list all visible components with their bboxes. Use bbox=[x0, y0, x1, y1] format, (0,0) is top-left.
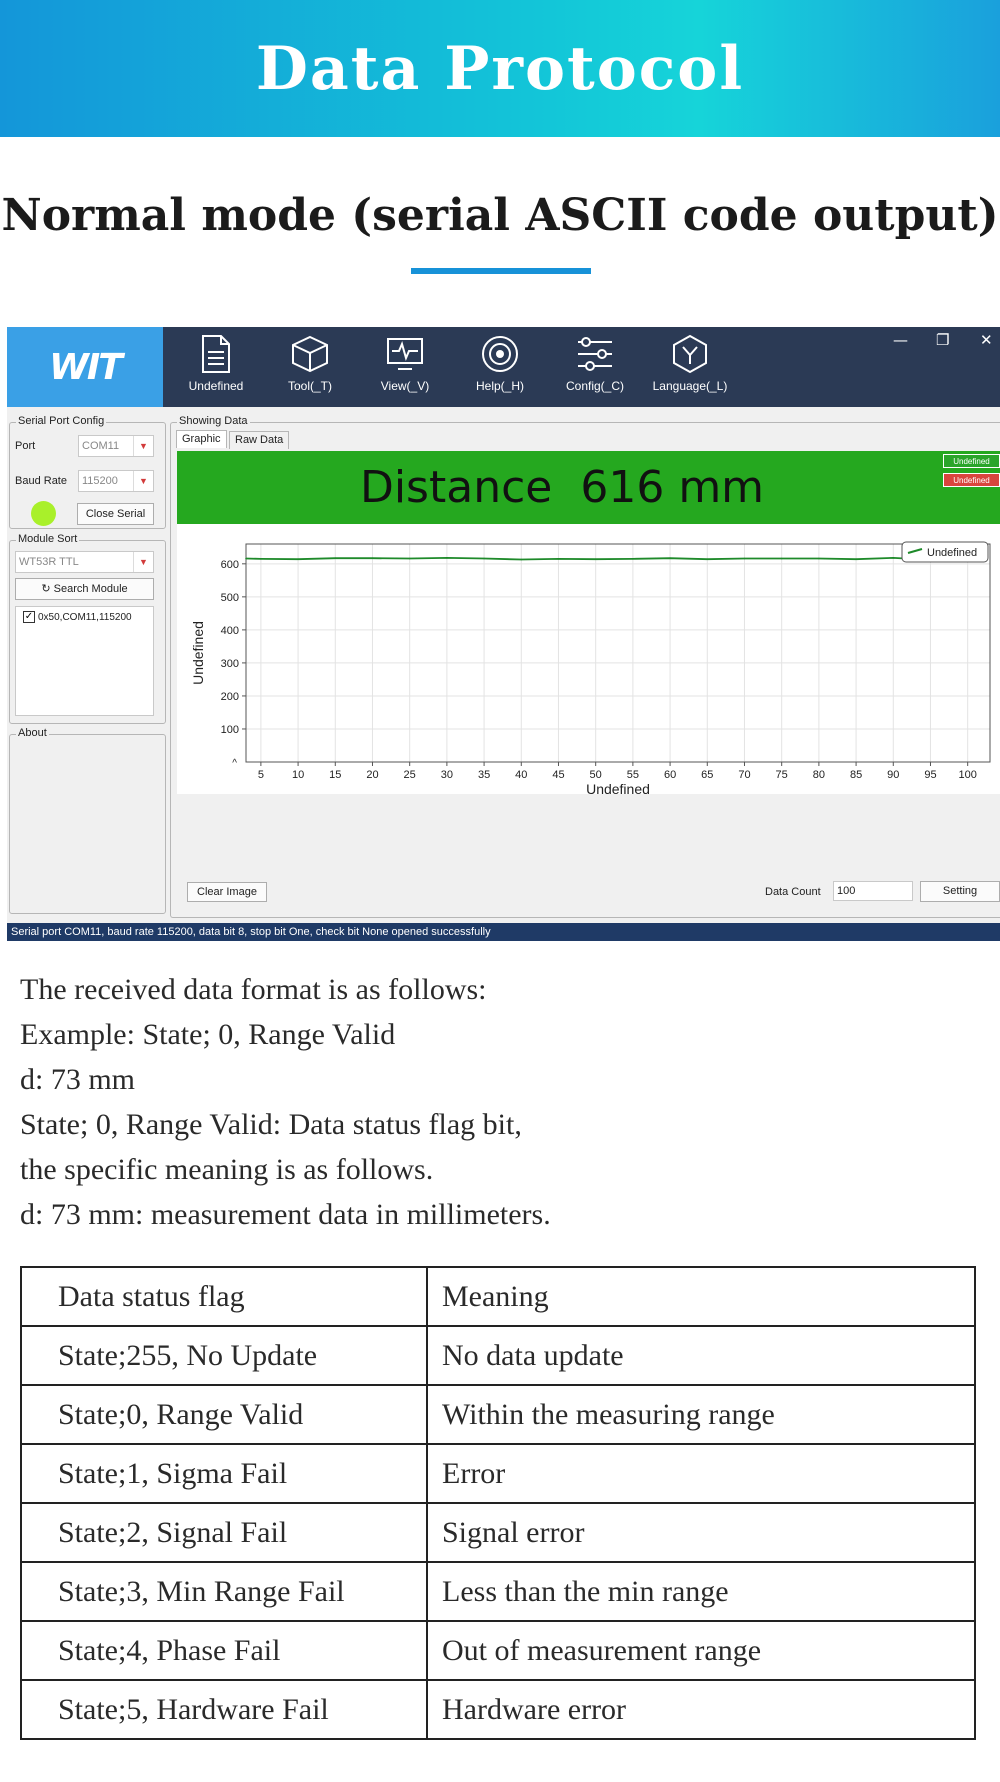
table-header-cell: Meaning bbox=[427, 1267, 975, 1326]
x-tick-label: 50 bbox=[589, 769, 602, 781]
table-row bbox=[21, 1680, 975, 1739]
toolbar-label: Tool(_T) bbox=[287, 379, 332, 393]
x-tick-label: 90 bbox=[887, 769, 900, 781]
description-line: d: 73 mm bbox=[20, 1063, 136, 1096]
table-cell-flag: State;5, Hardware Fail bbox=[21, 1680, 427, 1739]
x-tick-label: 5 bbox=[257, 769, 264, 781]
y-tick-label: 500 bbox=[220, 591, 239, 604]
tab-raw-data[interactable]: Raw Data bbox=[229, 431, 289, 449]
status-flag-table bbox=[20, 1266, 976, 1740]
app-window bbox=[7, 327, 1000, 941]
serial-port-config-title: Serial Port Config bbox=[18, 415, 105, 427]
data-point bbox=[781, 558, 783, 560]
refresh-icon: ↻ bbox=[41, 583, 51, 595]
data-point bbox=[483, 558, 485, 560]
toolbar-label: Undefined bbox=[188, 379, 244, 393]
close-window-button[interactable]: ✕ bbox=[980, 331, 993, 349]
sliders-icon bbox=[574, 333, 616, 375]
baud-rate-label: Baud Rate bbox=[15, 475, 67, 487]
data-point bbox=[245, 558, 247, 560]
description-line: Example: State; 0, Range Valid bbox=[20, 1018, 396, 1051]
data-count-label: Data Count bbox=[765, 886, 821, 898]
x-tick-label: 75 bbox=[775, 769, 788, 781]
table-row bbox=[21, 1503, 975, 1562]
table-header-row bbox=[21, 1267, 975, 1326]
toolbar-label: Language(_L) bbox=[652, 379, 728, 393]
x-tick-label: 15 bbox=[329, 769, 342, 781]
chevron-down-icon: ▼ bbox=[133, 436, 153, 456]
y-tick-label: 300 bbox=[220, 657, 239, 670]
connection-status-indicator bbox=[31, 501, 56, 526]
clear-image-button[interactable]: Clear Image bbox=[187, 882, 267, 902]
data-point bbox=[520, 559, 522, 561]
description-line: The received data format is as follows: bbox=[20, 973, 487, 1006]
chevron-down-icon: ▼ bbox=[133, 552, 153, 572]
data-point bbox=[260, 558, 262, 560]
baud-rate-select[interactable] bbox=[78, 470, 154, 492]
table-cell-meaning: Hardware error bbox=[427, 1680, 975, 1739]
y-axis-label: Undefined bbox=[190, 621, 206, 685]
x-tick-label: 55 bbox=[626, 769, 640, 781]
table-cell-meaning: Out of measurement range bbox=[427, 1621, 975, 1680]
page-title: Data Protocol bbox=[255, 33, 745, 104]
toolbar-button-language[interactable] bbox=[647, 333, 733, 403]
header-banner bbox=[0, 0, 1000, 137]
about-title: About bbox=[18, 727, 47, 739]
table-cell-meaning: Signal error bbox=[427, 1503, 975, 1562]
table-cell-meaning: Within the measuring range bbox=[427, 1385, 975, 1444]
table-cell-meaning: Less than the min range bbox=[427, 1562, 975, 1621]
x-tick-label: 100 bbox=[958, 769, 977, 781]
status-bar: Serial port COM11, baud rate 115200, data bit 8, stop bit One, check bit None opened successfully bbox=[7, 923, 1000, 941]
subtitle-underline bbox=[411, 268, 591, 274]
table-row bbox=[21, 1326, 975, 1385]
x-tick-label: 95 bbox=[924, 769, 937, 781]
table-row bbox=[21, 1621, 975, 1680]
section-subtitle: Normal mode (serial ASCII code output) bbox=[1, 190, 999, 241]
port-label: Port bbox=[15, 440, 36, 452]
y-tick-label: 200 bbox=[220, 690, 239, 703]
port-select[interactable] bbox=[78, 435, 154, 457]
table-row bbox=[21, 1562, 975, 1621]
setting-button[interactable]: Setting bbox=[920, 881, 1000, 902]
legend-label: Undefined bbox=[927, 547, 978, 559]
serial-port-config-group bbox=[9, 415, 166, 529]
tab-graphic[interactable]: Graphic bbox=[176, 430, 227, 448]
target-icon bbox=[479, 333, 521, 375]
device-item-label: 0x50,COM11,115200 bbox=[38, 611, 132, 623]
x-tick-label: 65 bbox=[701, 769, 714, 781]
toolbar-button-config[interactable] bbox=[552, 333, 638, 403]
device-list bbox=[15, 606, 154, 716]
logo bbox=[7, 327, 163, 407]
toolbar-label: View(_V) bbox=[380, 379, 430, 393]
x-tick-label: 10 bbox=[291, 769, 305, 781]
y-tick-label: 400 bbox=[220, 624, 239, 637]
toolbar-label: Help(_H) bbox=[475, 379, 524, 393]
device-list-item[interactable] bbox=[23, 611, 132, 623]
port-value: COM11 bbox=[82, 440, 120, 452]
table-header-cell: Data status flag bbox=[21, 1267, 427, 1326]
x-tick-label: 25 bbox=[403, 769, 416, 781]
toolbar bbox=[7, 327, 1000, 407]
about-group bbox=[9, 727, 166, 914]
data-point bbox=[632, 558, 634, 560]
table-cell-flag: State;0, Range Valid bbox=[21, 1385, 427, 1444]
cube-icon bbox=[289, 333, 331, 375]
showing-data-title: Showing Data bbox=[179, 415, 248, 427]
data-point bbox=[892, 557, 894, 559]
data-point bbox=[372, 557, 374, 559]
baud-rate-value: 115200 bbox=[82, 475, 118, 487]
table-cell-flag: State;3, Min Range Fail bbox=[21, 1562, 427, 1621]
table-cell-meaning: No data update bbox=[427, 1326, 975, 1385]
module-sort-title: Module Sort bbox=[18, 533, 78, 545]
x-tick-label: 30 bbox=[440, 769, 454, 781]
document-icon bbox=[197, 333, 235, 375]
hexagon-y-icon bbox=[669, 333, 711, 375]
table-cell-flag: State;255, No Update bbox=[21, 1326, 427, 1385]
readout-value: 616 mm bbox=[580, 462, 765, 513]
description-line: State; 0, Range Valid: Data status flag bit, bbox=[20, 1108, 522, 1141]
module-type-value: WT53R TTL bbox=[19, 556, 79, 568]
y-tick-label: 100 bbox=[220, 723, 239, 736]
table-cell-flag: State;4, Phase Fail bbox=[21, 1621, 427, 1680]
data-point bbox=[558, 558, 560, 560]
x-tick-label: 60 bbox=[663, 769, 677, 781]
table-cell-flag: State;1, Sigma Fail bbox=[21, 1444, 427, 1503]
data-point bbox=[744, 558, 746, 560]
search-module-button[interactable] bbox=[15, 578, 154, 600]
data-point bbox=[855, 558, 857, 560]
table-row bbox=[21, 1444, 975, 1503]
toolbar-button-undefined[interactable] bbox=[173, 333, 259, 403]
x-axis-label: Undefined bbox=[586, 781, 650, 794]
table-row bbox=[21, 1385, 975, 1444]
series-line bbox=[246, 558, 930, 560]
monitor-waveform-icon bbox=[384, 333, 426, 375]
data-point bbox=[669, 557, 671, 559]
search-module-label: Search Module bbox=[53, 583, 128, 595]
x-tick-label: 80 bbox=[812, 769, 826, 781]
x-tick-label: 45 bbox=[552, 769, 565, 781]
x-tick-label: 40 bbox=[515, 769, 528, 781]
maximize-button[interactable]: ❐ bbox=[936, 331, 950, 349]
x-tick-label: 85 bbox=[849, 769, 863, 781]
y-tick-label: 600 bbox=[220, 558, 239, 571]
logo-text: WIT bbox=[49, 346, 121, 388]
toolbar-label: Config(_C) bbox=[565, 379, 625, 393]
y-zero-label: ^ bbox=[232, 758, 237, 769]
data-point bbox=[818, 558, 820, 560]
data-point bbox=[409, 558, 411, 560]
close-serial-button[interactable]: Close Serial bbox=[77, 503, 154, 525]
data-count-input[interactable] bbox=[833, 881, 913, 901]
table-cell-meaning: Error bbox=[427, 1444, 975, 1503]
toolbar-button-help[interactable] bbox=[457, 333, 543, 403]
distance-readout bbox=[177, 451, 947, 524]
data-point bbox=[334, 557, 336, 559]
legend-tag-green: Undefined bbox=[943, 454, 1000, 468]
data-point bbox=[595, 558, 597, 560]
module-sort-group bbox=[9, 533, 166, 724]
data-point bbox=[706, 558, 708, 560]
minimize-button[interactable]: — bbox=[893, 331, 908, 349]
toolbar-button-tool[interactable] bbox=[267, 333, 353, 403]
line-chart bbox=[177, 524, 1000, 794]
chevron-down-icon: ▼ bbox=[133, 471, 153, 491]
x-tick-label: 35 bbox=[477, 769, 491, 781]
x-tick-label: 70 bbox=[738, 769, 751, 781]
table-cell-flag: State;2, Signal Fail bbox=[21, 1503, 427, 1562]
x-tick-label: 20 bbox=[366, 769, 379, 781]
chart-panel bbox=[177, 524, 1000, 794]
readout-label: Distance bbox=[359, 462, 553, 513]
legend-tag-red: Undefined bbox=[943, 473, 1000, 487]
data-point bbox=[446, 557, 448, 559]
device-checkbox[interactable]: ✓ bbox=[24, 611, 34, 622]
description-line: the specific meaning is as follows. bbox=[20, 1153, 434, 1186]
data-point bbox=[297, 558, 299, 560]
description-line: d: 73 mm: measurement data in millimeters. bbox=[20, 1198, 551, 1231]
toolbar-button-view[interactable] bbox=[362, 333, 448, 403]
module-type-select[interactable] bbox=[15, 551, 154, 573]
